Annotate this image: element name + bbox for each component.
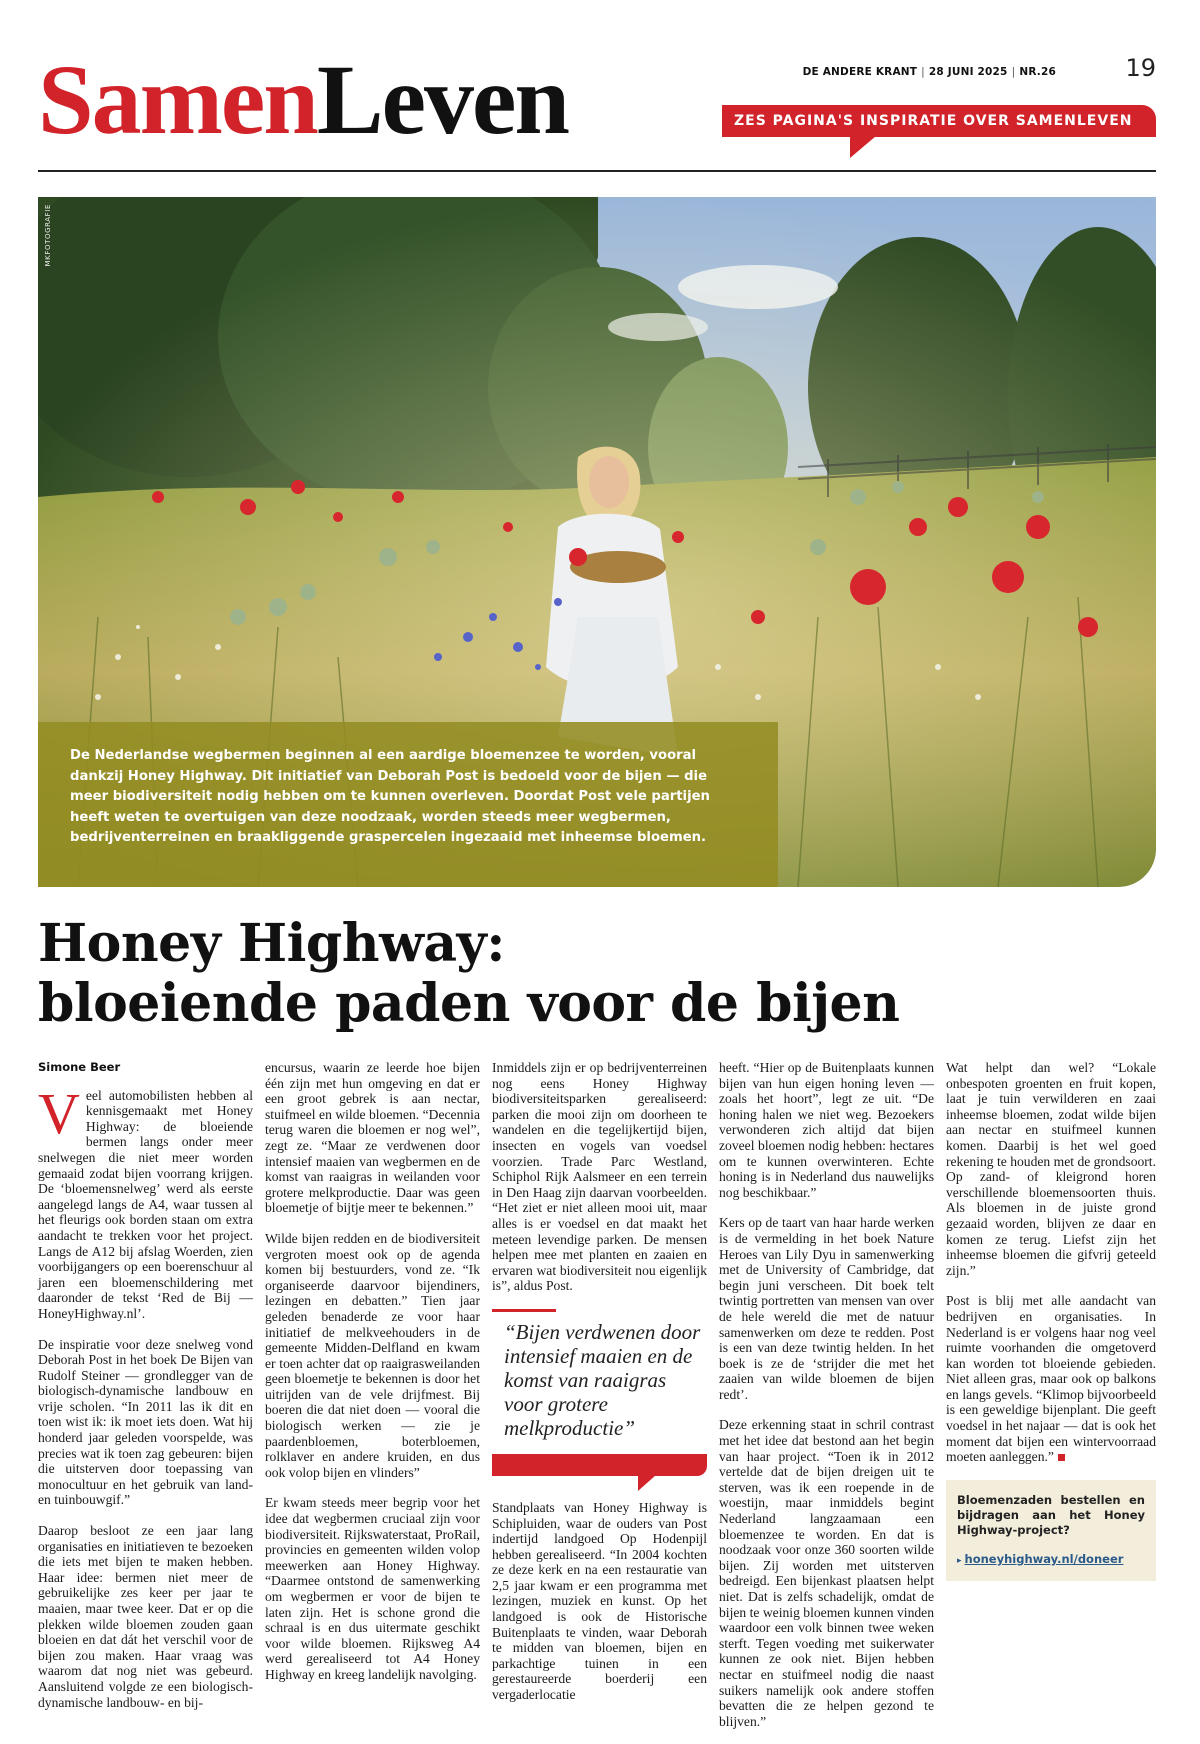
paragraph-text: Post is blij met alle aandacht van bedrijven en organisaties. In Nederland is er volgens haar nog veel ruimte voorhanden die omgetoverd kan worden tot bloeiende gebieden. Niet alleen gras, maar ook op balkons en langs gevels. “Klimop bijvoorbeeld is een geweldige bijenplant. Die geeft voedsel in het najaar — dat is ook het moment dat bijen een wintervoorraad moeten aanleggen.” [946,1293,1156,1465]
paragraph-text: eel automobilisten hebben al kennisgemaakt met Honey Highway: de bloeiende bermen langs onder meer snelwegen die niet meer worden gemaaid zodat bijen voorrang krijgen. De ‘bloemensnelweg’ werd als eerste aangelegd langs de A4, waar tussen al het fleurigs ook borden staan om extra aandacht te trekken voor het project. Langs de A12 bij afslag Woerden, zien voorbijgangers op een boerenschuur al jaren een bloemenschildering met daaronder de tekst ‘Red de Bij — HoneyHighway.nl’. [38,1087,253,1321]
article-paragraph: Kers op de taart van haar harde werken is de vermelding in het boek Nature Heroes van Lily Dyu in samenwerking met de University of Cambridge, dat begin juni verscheen. Dit boek telt twintig portretten van mensen van over de hele wereld die met de natuur samenwerken om deze te redden. Post is een van deze twintig helden. In het boek is ze de ‘strijder die met het zaaien van wilde bloemen de bijen redt’. [719,1215,934,1402]
pull-quote-speech-bubble [492,1454,707,1476]
photo-caption [38,722,778,887]
pull-quote [492,1309,707,1476]
donate-link[interactable] [957,1552,1145,1570]
headline-line-1: Honey Highway: [38,913,505,974]
photo-credit: MKFOTOGRAFIE [44,204,52,267]
article-paragraph [946,1293,1156,1465]
article-headline [38,914,1156,1034]
pull-quote-tail [638,1475,656,1491]
article-column-5 [946,1060,1156,1581]
section-logo [38,44,569,155]
article-paragraph: encursus, waarin ze leerde hoe bijen één zijn met hun omgeving en dat er een groot gebrek is aan nectar, stuifmeel en wilde bloemen. “Decennia terug waren die bloemen er nog wel”, zegt ze. “Maar ze verdwenen door intensief maaien van wegbermen en de komst van raaigras in weilanden voor grotere melkproductie. Daar was geen bloemetje of bijtje meer te bekennen.” [265,1060,480,1216]
tagline-text: ZES PAGINA'S INSPIRATIE OVER SAMENLEVEN [734,113,1133,129]
tagline-banner [722,105,1156,137]
article-paragraph: Standplaats van Honey Highway is Schipluiden, waar de ouders van Post indertijd landgoed Op Hodenpijl hebben gerealiseerd. “In 2004 kochten ze deze kerk en na een restauratie van 2,5 jaar kwam er een programma met lezingen, muziek en kunst. Op het landgoed is ook de Historische Buitenplaats te vinden, waar Deborah te midden van bloemen, bijen en parkachtige tuinen in een gerestaureerde boerderij een vergaderlocatie [492,1499,707,1703]
headline-line-2: bloeiende paden voor de bijen [38,973,900,1034]
masthead [38,44,1156,174]
donate-box-title: Bloemenzaden bestellen en bijdragen aan het Honey Highway-project? [957,1492,1145,1537]
end-of-article-mark [1058,1454,1065,1461]
article-column-4 [719,1060,934,1744]
page-number: 19 [1125,54,1156,82]
logo-part-samen: Samen [38,44,317,155]
article-paragraph: Daarop besloot ze een jaar lang organisaties en initiatieven te bezoeken die iets met bijen te maken hebben. Haar idee: bermen niet meer de gebruikelijke zes keer per jaar te maaien, maar twee keer. Dat er op die plekken wilde bloemen zouden gaan bloeien en dat dát het verschil voor de bijen zou maken. Haar vraag was waarom dat nog niet was gebeurd. Aansluitend volgde ze een biologisch-dynamische landbouw- en bij- [38,1523,253,1710]
issue-line: DE ANDERE KRANT | 28 JUNI 2025 | NR.26 [802,66,1056,78]
issue-date: 28 JUNI 2025 [928,66,1008,78]
triangle-right-icon: ▸ [957,1555,962,1566]
article-paragraph: De inspiratie voor deze snelweg vond Deborah Post in het boek De Bijen van Rudolf Steiner — grondlegger van de biologisch-dynamische landbouw en vrije scholen. “In 2011 las ik dit en toen wist ik: ik moet iets doen. Wat hij honderd jaar geleden voorspelde, was precies wat ik toen zag gebeuren: bijen die uitsterven door toepassing van monocultuur en het gebruik van land- en tuinbouwgif.” [38,1336,253,1508]
article-column-2 [265,1060,480,1698]
tagline-speech-tail [850,136,876,158]
drop-cap: V [38,1080,80,1146]
article-paragraph [38,1080,253,1322]
issue-number: NR.26 [1019,66,1056,78]
article-paragraph: Er kwam steeds meer begrip voor het idee dat wegbermen cruciaal zijn voor biodiversiteit. Rijkswaterstaat, ProRail, provincies en gemeenten wilden volop meewerken aan Honey Highway. “Daarmee ontstond de samenwerking om wegbermen er voor de bijen te laten zijn. Het is schone grond die schraal is en dus uitermate geschikt voor wilde bloemen. Rijksweg A4 werd gerealiseerd tot A4 Honey Highway en kreeg landelijk navolging. [265,1495,480,1682]
photo-caption-text: De Nederlandse wegbermen beginnen al een aardige bloemenzee te worden, vooral dankzij Honey Highway. Dit initiatief van Deborah Post is bedoeld voor de bijen — die meer biodiversiteit nodig hebben om te kunnen overleven. Doordat Post vele partijen heeft weten te overtuigen van deze noodzaak, worden steeds meer wegbermen, bedrijventerreinen en braakliggende graspercelen ingezaaid met inheemse bloemen. [70,748,710,845]
article-paragraph: Wat helpt dan wel? “Lokale onbespoten groenten en fruit kopen, laat je tuin verwilderen en zaai inheemse bloemen, zodat wilde bijen aan nectar en stuifmeel kunnen komen. Daarbij is het wel goed rekening te houden met de grondsoort. Op zand- of kleigrond horen verschillende bloemensoorten thuis. Als bloemen in de juiste grond gezaaid worden, blijven ze daar en komen ze terug. Liefst zijn het inheemse bloemen die gifvrij geteeld zijn.” [946,1060,1156,1278]
donate-box [946,1480,1156,1582]
article-paragraph: heeft. “Hier op de Buitenplaats kunnen bijen van hun eigen honing leven — zoals het hoort”, legt ze uit. “De honing halen we niet weg. Bezoekers verwonderen zich altijd dat bijen zoveel bloemen nodig hebben: hectares om te kunnen overwinteren. Echte honing is in Nederland dus nauwelijks nog beschikbaar.” [719,1060,934,1200]
pull-quote-text: “Bijen verdwenen door intensief maaien en de komst van raaigras voor grotere melkproductie” [504,1319,701,1440]
masthead-rule [38,170,1156,172]
publication-name: DE ANDERE KRANT [802,66,918,78]
author-byline: Simone Beer [38,1060,121,1074]
pull-quote-bar [492,1309,556,1312]
logo-part-leven: Leven [316,44,569,155]
article-paragraph: Deze erkenning staat in schril contrast met het idee dat bestond aan het begin van haar project. “Toen ik in 2012 vertelde dat de bijen dreigen uit te sterven, was ik een roepende in de woestijn, maar inmiddels begint Nederland langzaamaan een bloemenzee te worden. En dat is noodzaak voor onze 360 soorten wilde bijen. Zij worden met uitsterven bedreigd. Een bijenkast plaatsen helpt niet. Dat is zelfs schadelijk, omdat de bijen te weinig bloemen kunnen vinden waardoor een volk binnen twee weken sterft. Tegen voeding met suikerwater kunnen ze ook niet. Bijen hebben nectar en stuifmeel nodig die naast suikers namelijk ook andere stoffen bevatten die ze helpen gezond te blijven.” [719,1417,934,1729]
donate-link-text: honeyhighway.nl/doneer [964,1551,1124,1566]
article-column-1 [38,1060,253,1725]
article-paragraph: Inmiddels zijn er op bedrijventerreinen nog eens Honey Highway biodiversiteitsparken gerealiseerd: parken die mooi zijn om doorheen te wandelen en die tegelijkertijd bijen, insecten en vogels van voedsel voorzien. Trade Parc Westland, Schiphol Rijk Aalsmeer en een terrein in Den Haag zijn daarvan voorbeelden. “Het ziet er niet alleen mooi uit, maar alles is er voedsel en dat maakt het meteen levendige parken. De mensen helpen mee met planten en zaaien en ervaren wat biodiversiteit nou eigenlijk is”, aldus Post. [492,1060,707,1294]
article-column-3 [492,1060,707,1718]
article-paragraph: Wilde bijen redden en de biodiversiteit vergroten moest ook op de agenda komen bij bestuurders, vond ze. “Ik organiseerde daarvoor bijendiners, lezingen en debatten.” Tien jaar geleden benaderde ze voor haar initiatief de melkveehouders in de gemeente Midden-Delfland en kwam er toen achter dat op raaigrasweilanden geen bloemetje te bekennen is door het uitrijden van de vele drijfmest. Bij boeren die dat niet doen — vooral die biologisch werken — zie je paardenbloemen, boterbloemen, rolklaver en andere kruiden, en dus ook volop bijen en vlinders” [265,1230,480,1480]
